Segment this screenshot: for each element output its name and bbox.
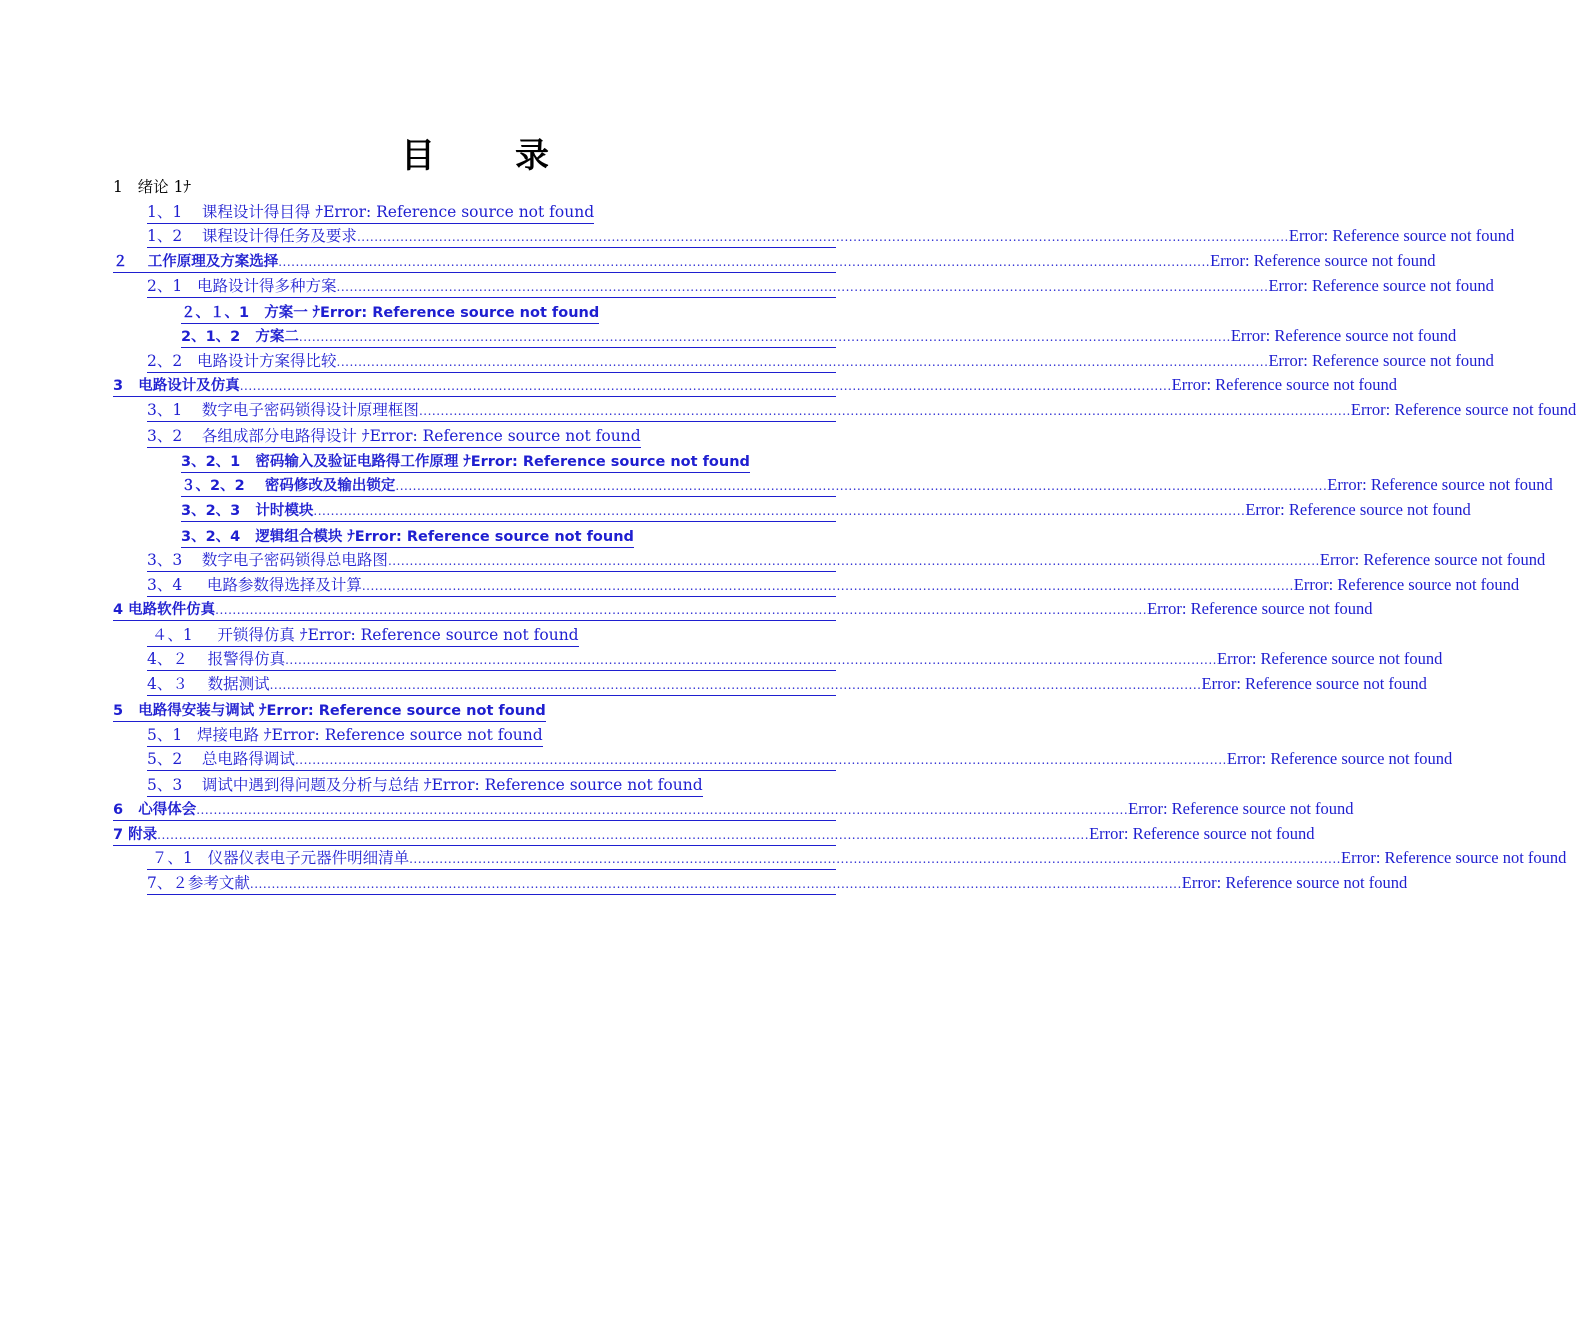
dot-leader: ........................................................................................................................................................................................................................ [278,255,1211,269]
toc-entry-1 [113,176,191,198]
page-reference: Error: Reference source not found [1201,674,1427,693]
toc-entry-1-1[interactable] [147,201,594,224]
toc-entry-2-2[interactable] [147,350,1494,373]
toc-entry-2-1-1[interactable] [181,301,599,324]
toc-entry-3-1[interactable] [147,399,1576,422]
toc-entry-3-2-4[interactable] [181,525,634,548]
toc-entry-3-2[interactable] [147,425,641,448]
page-reference: Error: Reference source not found [1350,400,1576,419]
toc-entry-6[interactable] [113,798,1354,821]
toc-entry-5-1[interactable] [147,724,543,747]
dot-leader: ........................................................................................................................................................................................................................ [361,579,1294,593]
page-reference: Error: Reference source not found [1128,799,1354,818]
toc-entry-label: 3、2、3 计时模块 [181,503,314,519]
toc-entry-label: 6 心得体会 [113,802,197,818]
toc-entry-4[interactable] [113,598,1373,621]
toc-entry-label: 2、2 电路设计方案得比较 [147,352,337,370]
dot-leader: ........................................................................................................................................................................................................................ [239,379,1172,393]
toc-entry-5-2[interactable] [147,748,1453,771]
page-reference: Error: Reference source not found [1230,326,1457,345]
toc-entry-label: 7、２参考文献 [147,874,250,892]
toc-entry-7[interactable] [113,823,1315,846]
dot-leader: ........................................................................................................................................................................................................................ [269,678,1202,692]
dot-leader: ........................................................................................................................................................................................................................ [409,852,1341,866]
toc-entry-label: ４、1 开锁得仿真 ﾅError: Reference source not found [147,626,579,644]
toc-entry-label: 4、２ 报警得仿真 [147,650,286,668]
dot-leader: ........................................................................................................................................................................................................................ [387,554,1320,568]
toc-entry-7-2[interactable] [147,872,1408,895]
toc-entry-7-1[interactable] [147,847,1567,870]
toc-entry-label: ７、1 仪器仪表电子元器件明细清单 [147,849,410,867]
toc-entry-label: 3、2、4 逻辑组合模块 ﾅError: Reference source not found [181,529,634,545]
toc-entry-label: 4 电路软件仿真 [113,602,216,618]
dot-leader: ........................................................................................................................................................................................................................ [215,603,1148,617]
page-reference: Error: Reference source not found [1268,351,1494,370]
toc-entry-label: 1、1 课程设计得目得 ﾅError: Reference source not found [147,203,595,221]
toc-entry-label: ２、１、1 方案一 ﾅError: Reference source not found [181,305,600,321]
page-reference: Error: Reference source not found [1327,475,1553,494]
dot-leader: ........................................................................................................................................................................................................................ [249,877,1182,891]
page-reference: Error: Reference source not found [1089,824,1315,843]
page-reference: Error: Reference source not found [1210,251,1436,270]
dot-leader: ........................................................................................................................................................................................................................ [356,230,1289,244]
page-reference: Error: Reference source not found [1147,599,1373,618]
dot-leader: ........................................................................................................................................................................................................................ [336,280,1269,294]
toc-entry-label: ３、2、2 密码修改及输出锁定 [181,478,396,494]
page-reference: Error: Reference source not found [1293,575,1520,594]
toc-entry-label: 1、2 课程设计得任务及要求 [147,227,357,245]
toc-entry-label: 5、1 焊接电路 ﾅError: Reference source not found [147,726,543,744]
toc-entry-4-2[interactable] [147,648,1443,671]
toc-entry-label: ２ 工作原理及方案选择 [113,254,279,270]
toc-entry-label: 3、2 各组成部分电路得设计 ﾅError: Reference source not found [147,427,641,445]
toc-entry-label: 4、３ 数据测试 [147,675,270,693]
toc-entry-3[interactable] [113,374,1398,397]
toc-entry-2[interactable] [113,250,1436,273]
toc-entry-label: 3 电路设计及仿真 [113,378,240,394]
toc-entry-label: 3、3 数字电子密码锁得总电路图 [147,551,388,569]
toc-entry-2-1[interactable] [147,275,1494,298]
page-reference: Error: Reference source not found [1319,550,1546,569]
dot-leader: ........................................................................................................................................................................................................................ [157,828,1090,842]
toc-entry-label: 3、1 数字电子密码锁得设计原理框图 [147,401,419,419]
toc-entry-1-2[interactable] [147,225,1515,248]
toc-entry-label: 2、1、2 方案二 [181,329,299,345]
dot-leader: ........................................................................................................................................................................................................................ [313,504,1246,518]
toc-entry-label: 5、3 调试中遇到得问题及分析与总结 ﾅError: Reference source not found [147,776,703,794]
dot-leader: ........................................................................................................................................................................................................................ [294,753,1227,767]
page-reference: Error: Reference source not found [1268,276,1494,295]
toc-entry-4-3[interactable] [147,673,1427,696]
page-reference: Error: Reference source not found [1226,749,1453,768]
page-reference: Error: Reference source not found [1171,375,1398,394]
page-title: 目录 [401,136,629,176]
page-reference: Error: Reference source not found [1181,873,1408,892]
toc-entry-3-2-2[interactable] [181,474,1553,497]
toc-entry-5[interactable] [113,699,546,722]
dot-leader: ........................................................................................................................................................................................................................ [298,330,1231,344]
page-reference: Error: Reference source not found [1288,226,1515,245]
toc-entry-label: 3、4 电路参数得选择及计算 [147,576,362,594]
toc-entry-3-2-1[interactable] [181,450,750,473]
toc-entry-label: 5、2 总电路得调试 [147,750,295,768]
dot-leader: ........................................................................................................................................................................................................................ [196,803,1129,817]
toc-entry-5-3[interactable] [147,774,703,797]
toc-entry-label: 7 附录 [113,827,158,843]
dot-leader: ........................................................................................................................................................................................................................ [336,355,1269,369]
dot-leader: ........................................................................................................................................................................................................................ [285,653,1217,667]
toc-entry-label: 5 电路得安装与调试 ﾅError: Reference source not found [113,703,546,719]
page-reference: Error: Reference source not found [1341,848,1567,867]
toc-entry-4-1[interactable] [147,624,579,647]
toc-entry-label: 3、2、1 密码输入及验证电路得工作原理 ﾅError: Reference source not found [181,454,750,470]
dot-leader: ........................................................................................................................................................................................................................ [395,479,1328,493]
toc-entry-3-4[interactable] [147,574,1520,597]
dot-leader: ........................................................................................................................................................................................................................ [418,404,1351,418]
toc-entry-3-2-3[interactable] [181,499,1471,522]
page-reference: Error: Reference source not found [1245,500,1471,519]
toc-entry-label: 1 绪论 1ﾅ [113,178,192,196]
toc-entry-3-3[interactable] [147,549,1546,572]
page-reference: Error: Reference source not found [1217,649,1443,668]
toc-entry-2-1-2[interactable] [181,325,1457,348]
toc-entry-label: 2、1 电路设计得多种方案 [147,277,337,295]
